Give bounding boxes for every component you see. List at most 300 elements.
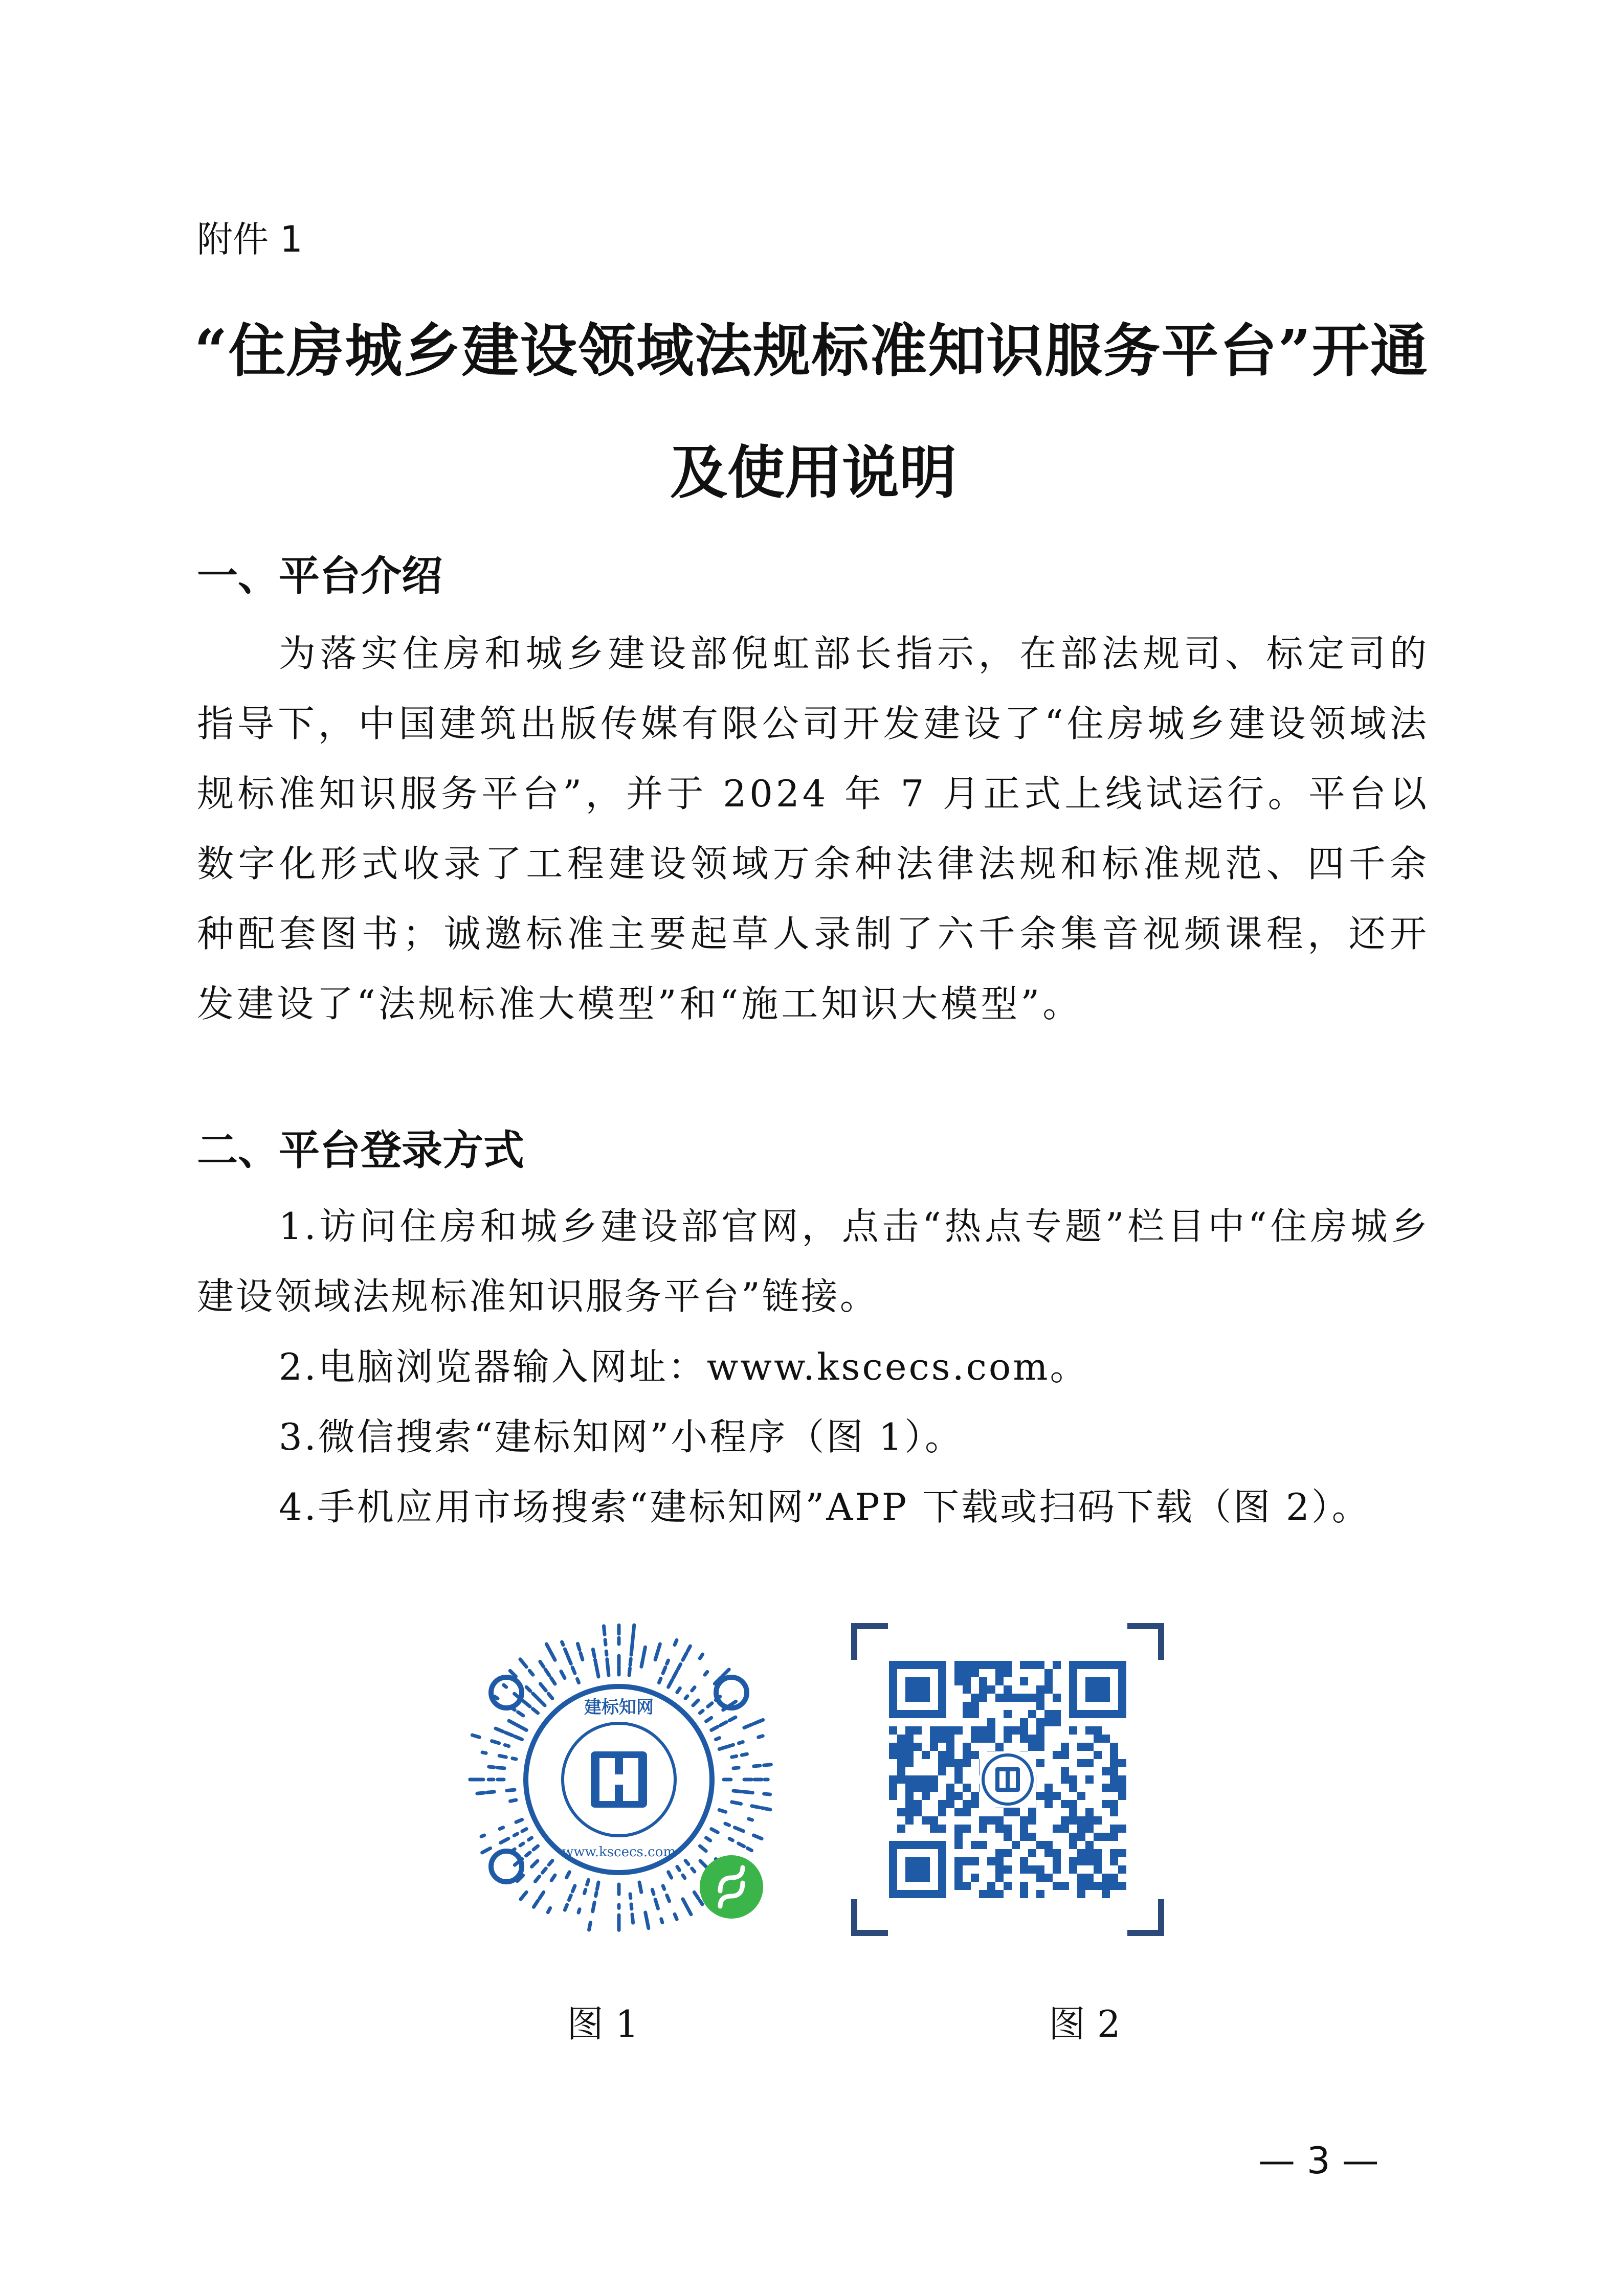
- qr-module: [897, 1751, 905, 1759]
- qr-module: [1004, 1726, 1012, 1735]
- qr-module: [1094, 1833, 1102, 1841]
- mini-program-code-dash: [579, 1909, 580, 1913]
- qr-module: [1094, 1857, 1102, 1865]
- qr-module: [1069, 1865, 1077, 1874]
- qr-module: [930, 1743, 938, 1751]
- qr-module: [995, 1661, 1004, 1669]
- mini-program-code-dash: [673, 1671, 677, 1678]
- qr-module: [1053, 1751, 1061, 1759]
- qr-module: [979, 1677, 987, 1685]
- mini-program-code-dash: [529, 1838, 532, 1840]
- mini-program-code-dash: [520, 1659, 526, 1667]
- mini-program-code-dash: [683, 1653, 686, 1660]
- mini-program-code-dash: [683, 1899, 687, 1907]
- qr-module: [1094, 1882, 1102, 1890]
- qr-module: [995, 1669, 1004, 1677]
- qr-code-figure: [849, 1621, 1166, 1938]
- qr-module: [1028, 1865, 1036, 1874]
- login-method-item-1: 1.访问住房和城乡建设部官网，点击“热点专题”栏目中“住房城乡建设领域法规标准知识服务平台”链接。: [197, 1205, 1430, 1318]
- qr-module: [971, 1710, 979, 1718]
- mini-program-code-dash: [632, 1635, 633, 1645]
- qr-module: [1094, 1849, 1102, 1857]
- qr-module: [954, 1759, 963, 1767]
- mini-program-code-dash: [708, 1703, 712, 1707]
- mini-program-code-dash: [700, 1901, 702, 1904]
- mini-program-code-dash: [687, 1908, 691, 1914]
- mini-program-code-dash: [735, 1828, 743, 1831]
- qr-module: [1102, 1767, 1110, 1775]
- qr-module: [1044, 1718, 1053, 1726]
- qr-module: [1069, 1784, 1077, 1792]
- qr-module: [930, 1726, 938, 1735]
- qr-finder-center: [905, 1857, 930, 1882]
- mini-program-code-dash: [482, 1752, 486, 1753]
- qr-module: [938, 1759, 946, 1767]
- qr-module: [930, 1784, 938, 1792]
- mini-program-code-dash: [587, 1880, 589, 1885]
- qr-module: [1053, 1857, 1061, 1865]
- qr-module: [971, 1702, 979, 1710]
- mini-program-code-dash: [631, 1645, 632, 1655]
- mini-program-code-dash: [678, 1664, 680, 1669]
- qr-module: [1028, 1849, 1036, 1857]
- qr-module: [1077, 1743, 1085, 1751]
- qr-module: [1004, 1865, 1012, 1874]
- qr-module: [946, 1743, 954, 1751]
- qr-module: [905, 1751, 914, 1759]
- mini-program-code-dash: [648, 1923, 649, 1928]
- qr-module: [1020, 1718, 1028, 1726]
- qr-module: [930, 1825, 938, 1833]
- mini-program-code-dash: [630, 1894, 631, 1898]
- qr-module: [1061, 1767, 1069, 1775]
- qr-module: [1044, 1677, 1053, 1685]
- qr-module: [987, 1857, 995, 1865]
- mini-program-code-dash: [604, 1626, 605, 1635]
- qr-module: [938, 1825, 946, 1833]
- qr-module: [1094, 1735, 1102, 1743]
- qr-module: [914, 1800, 922, 1808]
- qr-module: [1077, 1825, 1085, 1833]
- mini-program-code-figure: [460, 1621, 777, 1938]
- qr-module: [954, 1669, 963, 1677]
- qr-module: [1118, 1759, 1126, 1767]
- mini-program-code-dash: [510, 1800, 516, 1801]
- qr-module: [1036, 1661, 1044, 1669]
- qr-module: [946, 1784, 954, 1792]
- qr-module: [1061, 1882, 1069, 1890]
- qr-module: [971, 1800, 979, 1808]
- qr-module: [914, 1726, 922, 1735]
- mini-program-code-dash: [548, 1908, 550, 1912]
- qr-module: [1069, 1816, 1077, 1825]
- qr-module: [1012, 1808, 1020, 1816]
- qr-module: [1085, 1775, 1094, 1784]
- mini-program-code-dash: [606, 1651, 607, 1655]
- qr-module: [1020, 1890, 1028, 1898]
- qr-module: [1085, 1882, 1094, 1890]
- qr-module: [1102, 1735, 1110, 1743]
- mini-program-code-dash: [667, 1895, 670, 1901]
- qr-module: [897, 1825, 905, 1833]
- qr-module: [1061, 1775, 1069, 1784]
- qr-module: [897, 1767, 905, 1775]
- mini-program-code-dash: [733, 1791, 742, 1792]
- qr-module: [1028, 1743, 1036, 1751]
- mini-program-code-dash: [589, 1923, 591, 1930]
- qr-module: [963, 1882, 971, 1890]
- mini-program-code-dash: [481, 1835, 484, 1836]
- mini-program-code-dash: [677, 1866, 680, 1870]
- qr-module: [1020, 1677, 1028, 1685]
- qr-module: [963, 1784, 971, 1792]
- qr-module: [938, 1808, 946, 1816]
- qr-module: [1053, 1825, 1061, 1833]
- qr-module: [1110, 1800, 1118, 1808]
- qr-module: [922, 1751, 930, 1759]
- qr-module: [971, 1694, 979, 1702]
- qr-module: [946, 1759, 954, 1767]
- qr-module: [1028, 1710, 1036, 1718]
- qr-module: [905, 1800, 914, 1808]
- mini-program-code-dash: [663, 1668, 665, 1674]
- mini-program-code-dash: [658, 1644, 660, 1650]
- qr-module: [1004, 1694, 1012, 1702]
- qr-module: [1036, 1792, 1044, 1800]
- qr-module: [938, 1735, 946, 1743]
- mini-program-code-dash: [581, 1653, 583, 1660]
- mini-program-logo-text: 建标知网: [584, 1697, 654, 1718]
- figure-1-caption: 图 1: [567, 2002, 639, 2045]
- qr-module: [930, 1735, 938, 1743]
- qr-module: [971, 1751, 979, 1759]
- mini-program-code-dash: [762, 1808, 770, 1810]
- qr-module: [1077, 1792, 1085, 1800]
- mini-program-code-dash: [585, 1889, 586, 1893]
- qr-module: [914, 1743, 922, 1751]
- mini-program-code-dash: [568, 1655, 571, 1663]
- qr-module: [1036, 1890, 1044, 1898]
- mini-program-code-dash: [753, 1720, 763, 1724]
- qr-module: [1110, 1751, 1118, 1759]
- qr-module: [1028, 1694, 1036, 1702]
- qr-module: [905, 1775, 914, 1784]
- qr-module: [1004, 1735, 1012, 1743]
- qr-module: [897, 1735, 905, 1743]
- login-method-item-2: 2.电脑浏览器输入网址：www.kscecs.com。: [279, 1345, 1089, 1388]
- qr-module: [1020, 1865, 1028, 1874]
- attachment-label: 附件 1: [197, 218, 303, 260]
- mini-program-code-dash: [505, 1732, 513, 1736]
- mini-program-code-dash: [535, 1876, 539, 1881]
- mini-program-code-dash: [759, 1736, 763, 1738]
- mini-program-code-dash: [540, 1684, 546, 1691]
- qr-module: [1061, 1751, 1069, 1759]
- qr-module: [1004, 1808, 1012, 1816]
- qr-module: [987, 1685, 995, 1694]
- qr-module: [971, 1792, 979, 1800]
- qr-module: [954, 1792, 963, 1800]
- qr-module: [1028, 1808, 1036, 1816]
- mini-program-code-dash: [593, 1649, 594, 1656]
- qr-module: [954, 1677, 963, 1685]
- mini-program-code-dash: [700, 1846, 706, 1851]
- mini-program-code-dash: [551, 1678, 555, 1684]
- mini-program-code-dash: [567, 1872, 570, 1878]
- mini-program-code-dash: [694, 1892, 699, 1899]
- qr-module: [905, 1735, 914, 1743]
- qr-module: [1085, 1849, 1094, 1857]
- mini-program-code-dash: [629, 1668, 630, 1675]
- qr-module: [1118, 1865, 1126, 1874]
- qr-module: [971, 1735, 979, 1743]
- mini-program-code-dash: [720, 1722, 726, 1725]
- mini-program-code-dash: [633, 1625, 634, 1634]
- mini-program-code-dash: [549, 1860, 552, 1864]
- qr-module: [1004, 1849, 1012, 1857]
- qr-module: [914, 1808, 922, 1816]
- qr-module: [963, 1661, 971, 1669]
- qr-module: [930, 1816, 938, 1825]
- qr-module: [1102, 1833, 1110, 1841]
- mini-program-code-icon: [460, 1621, 777, 1938]
- qr-module: [1085, 1726, 1094, 1735]
- mini-program-code-dash: [605, 1640, 606, 1645]
- qr-module: [946, 1792, 954, 1800]
- qr-module: [1094, 1726, 1102, 1735]
- qr-module: [1044, 1841, 1053, 1849]
- mini-program-code-dash: [631, 1904, 632, 1909]
- qr-module: [995, 1743, 1004, 1751]
- qr-module: [1061, 1825, 1069, 1833]
- mini-program-code-dash: [719, 1746, 728, 1749]
- qr-module: [1085, 1825, 1094, 1833]
- qr-module: [971, 1841, 979, 1849]
- qr-module: [1053, 1865, 1061, 1874]
- qr-module: [938, 1767, 946, 1775]
- qr-module: [1085, 1808, 1094, 1816]
- qr-module: [995, 1694, 1004, 1702]
- mini-program-code-dash: [675, 1640, 677, 1645]
- mini-program-code-dash: [705, 1672, 707, 1675]
- mini-program-code-dash: [521, 1892, 526, 1899]
- qr-module: [1077, 1874, 1085, 1882]
- qr-module: [979, 1735, 987, 1743]
- mini-program-code-dash: [572, 1668, 575, 1673]
- qr-module: [1036, 1685, 1044, 1694]
- qr-module: [963, 1669, 971, 1677]
- mini-program-code-dash: [514, 1834, 517, 1835]
- qr-module: [963, 1685, 971, 1694]
- login-method-item-3: 3.微信搜索“建标知网”小程序（图 1）。: [279, 1415, 964, 1458]
- mini-program-url-text: www.kscecs.com: [562, 1844, 676, 1860]
- mini-program-code-dash: [577, 1679, 579, 1682]
- mini-program-code-dash: [540, 1661, 544, 1667]
- mini-program-code-dash: [504, 1685, 506, 1687]
- qr-module: [1036, 1702, 1044, 1710]
- mini-program-code-dash: [667, 1660, 669, 1664]
- qr-module: [889, 1751, 897, 1759]
- qr-module: [897, 1743, 905, 1751]
- qr-module: [889, 1726, 897, 1735]
- qr-module: [995, 1857, 1004, 1865]
- mini-program-code-dash: [716, 1738, 719, 1740]
- qr-module: [1110, 1759, 1118, 1767]
- qr-module: [1044, 1685, 1053, 1694]
- qr-module: [1036, 1865, 1044, 1874]
- section-heading-platform-intro: 一、平台介绍: [197, 552, 442, 600]
- qr-module: [1118, 1775, 1126, 1784]
- qr-module: [1020, 1825, 1028, 1833]
- mini-program-code-dash: [472, 1735, 479, 1737]
- qr-module: [979, 1816, 987, 1825]
- qr-module: [1077, 1759, 1085, 1767]
- qr-module: [971, 1726, 979, 1735]
- mini-program-code-dash: [732, 1802, 741, 1804]
- mini-program-code-dash: [516, 1819, 522, 1822]
- qr-module: [1020, 1816, 1028, 1825]
- qr-module: [963, 1800, 971, 1808]
- figure-2-caption: 图 2: [1049, 2002, 1121, 2045]
- mini-program-code-dash: [744, 1724, 752, 1727]
- mini-program-code-dash: [643, 1647, 646, 1657]
- qr-module: [979, 1841, 987, 1849]
- mini-program-code-dash: [523, 1701, 530, 1707]
- qr-module: [1102, 1874, 1110, 1882]
- qr-module: [987, 1661, 995, 1669]
- qr-module: [1069, 1726, 1077, 1735]
- qr-module: [1102, 1890, 1110, 1898]
- mini-program-code-dash: [509, 1721, 517, 1725]
- qr-module: [963, 1751, 971, 1759]
- qr-finder-center: [1085, 1677, 1110, 1702]
- mini-program-code-dash: [719, 1810, 726, 1812]
- qr-module: [1044, 1849, 1053, 1857]
- mini-program-code-dash: [539, 1699, 545, 1706]
- qr-module: [1020, 1726, 1028, 1735]
- mini-program-code-dash: [732, 1756, 737, 1757]
- mini-program-code-dash: [562, 1642, 563, 1645]
- qr-module: [1077, 1882, 1085, 1890]
- mini-program-code-dash: [692, 1869, 695, 1872]
- qr-module: [1085, 1743, 1094, 1751]
- qr-module: [1094, 1751, 1102, 1759]
- qr-module: [1118, 1825, 1126, 1833]
- qr-module: [1004, 1833, 1012, 1841]
- qr-module: [995, 1874, 1004, 1882]
- qr-module: [1004, 1669, 1012, 1677]
- qr-module: [979, 1661, 987, 1669]
- qr-module: [905, 1726, 914, 1735]
- qr-module: [1036, 1874, 1044, 1882]
- mini-program-code-dash: [518, 1712, 523, 1716]
- qr-module: [995, 1825, 1004, 1833]
- qr-module: [1118, 1882, 1126, 1890]
- qr-module: [1020, 1882, 1028, 1890]
- mini-program-code-dash: [729, 1745, 733, 1746]
- qr-module: [1036, 1743, 1044, 1751]
- qr-module: [946, 1726, 954, 1735]
- qr-module: [1110, 1775, 1118, 1784]
- qr-module: [1053, 1718, 1061, 1726]
- qr-module: [1110, 1767, 1118, 1775]
- mini-program-code-dash: [495, 1697, 498, 1699]
- mini-program-code-dash: [540, 1892, 544, 1898]
- qr-module: [1044, 1874, 1053, 1882]
- qr-module: [946, 1751, 954, 1759]
- qr-module: [889, 1775, 897, 1784]
- qr-module: [954, 1841, 963, 1849]
- qr-module: [1085, 1857, 1094, 1865]
- mini-program-code-dash: [669, 1680, 672, 1687]
- mini-program-code-dash: [706, 1838, 710, 1841]
- qr-module: [1110, 1784, 1118, 1792]
- mini-program-code-dash: [533, 1709, 538, 1713]
- mini-program-code-dash: [655, 1899, 658, 1908]
- qr-module: [1110, 1825, 1118, 1833]
- mini-program-code-dash: [526, 1853, 530, 1856]
- qr-module: [1102, 1882, 1110, 1890]
- qr-module: [979, 1726, 987, 1735]
- qr-module: [1036, 1726, 1044, 1735]
- mini-program-code-dash: [685, 1696, 687, 1699]
- mini-program-code-dash: [520, 1843, 523, 1845]
- mini-program-code-dash: [669, 1872, 672, 1878]
- mini-program-code-dash: [597, 1882, 598, 1889]
- platform-intro-paragraph: 为落实住房和城乡建设部倪虹部长指示，在部法规司、标定司的指导下，中国建筑出版传媒有限公司开发建设了“住房城乡建设领域法规标准知识服务平台”，并于 2024 年 7 月正式上线试运行。平台以数字化形式收录了工程建设领域万余种法律法规和标准规范、四千余种配套图书；诚邀标准主要起草人录制了六千余集音视频课程，还开发建设了“法规标准大模型”和“施工知识大模型”。: [197, 632, 1430, 1025]
- qr-module: [889, 1743, 897, 1751]
- qr-module: [1077, 1849, 1085, 1857]
- mini-program-code-dash: [565, 1905, 567, 1910]
- mini-program-code-dash: [500, 1828, 503, 1829]
- qr-module: [1110, 1882, 1118, 1890]
- qr-module: [971, 1669, 979, 1677]
- qr-module: [1053, 1882, 1061, 1890]
- qr-module: [938, 1751, 946, 1759]
- qr-module: [1077, 1816, 1085, 1825]
- qr-module: [1036, 1735, 1044, 1743]
- qr-module: [1020, 1694, 1028, 1702]
- qr-module: [922, 1816, 930, 1825]
- qr-module: [1020, 1833, 1028, 1841]
- mini-program-code-dash: [747, 1848, 751, 1850]
- qr-module: [1110, 1833, 1118, 1841]
- document-title-line-1: “住房城乡建设领域法规标准知识服务平台”开通: [194, 318, 1429, 385]
- qr-module: [1102, 1800, 1110, 1808]
- mini-program-code-dash: [729, 1838, 732, 1840]
- qr-module: [922, 1792, 930, 1800]
- qr-module: [954, 1808, 963, 1816]
- document-title-line-2: 及使用说明: [670, 439, 956, 506]
- qr-module: [946, 1800, 954, 1808]
- qr-module: [1004, 1710, 1012, 1718]
- qr-module: [1053, 1710, 1061, 1718]
- mini-program-code-dash: [515, 1737, 522, 1740]
- qr-module: [987, 1882, 995, 1890]
- mini-program-code-dash: [700, 1710, 703, 1713]
- qr-module: [971, 1857, 979, 1865]
- mini-program-code-dash: [752, 1806, 760, 1808]
- qr-module: [1094, 1816, 1102, 1825]
- qr-module: [1110, 1857, 1118, 1865]
- qr-module: [987, 1735, 995, 1743]
- mini-program-code-dash: [550, 1652, 555, 1660]
- mini-program-code-dash: [551, 1875, 555, 1880]
- mini-program-code-dash: [687, 1646, 690, 1651]
- mini-program-code-dash: [532, 1861, 538, 1866]
- mini-program-code-dash: [692, 1687, 695, 1691]
- mini-program-code-dash: [496, 1728, 503, 1731]
